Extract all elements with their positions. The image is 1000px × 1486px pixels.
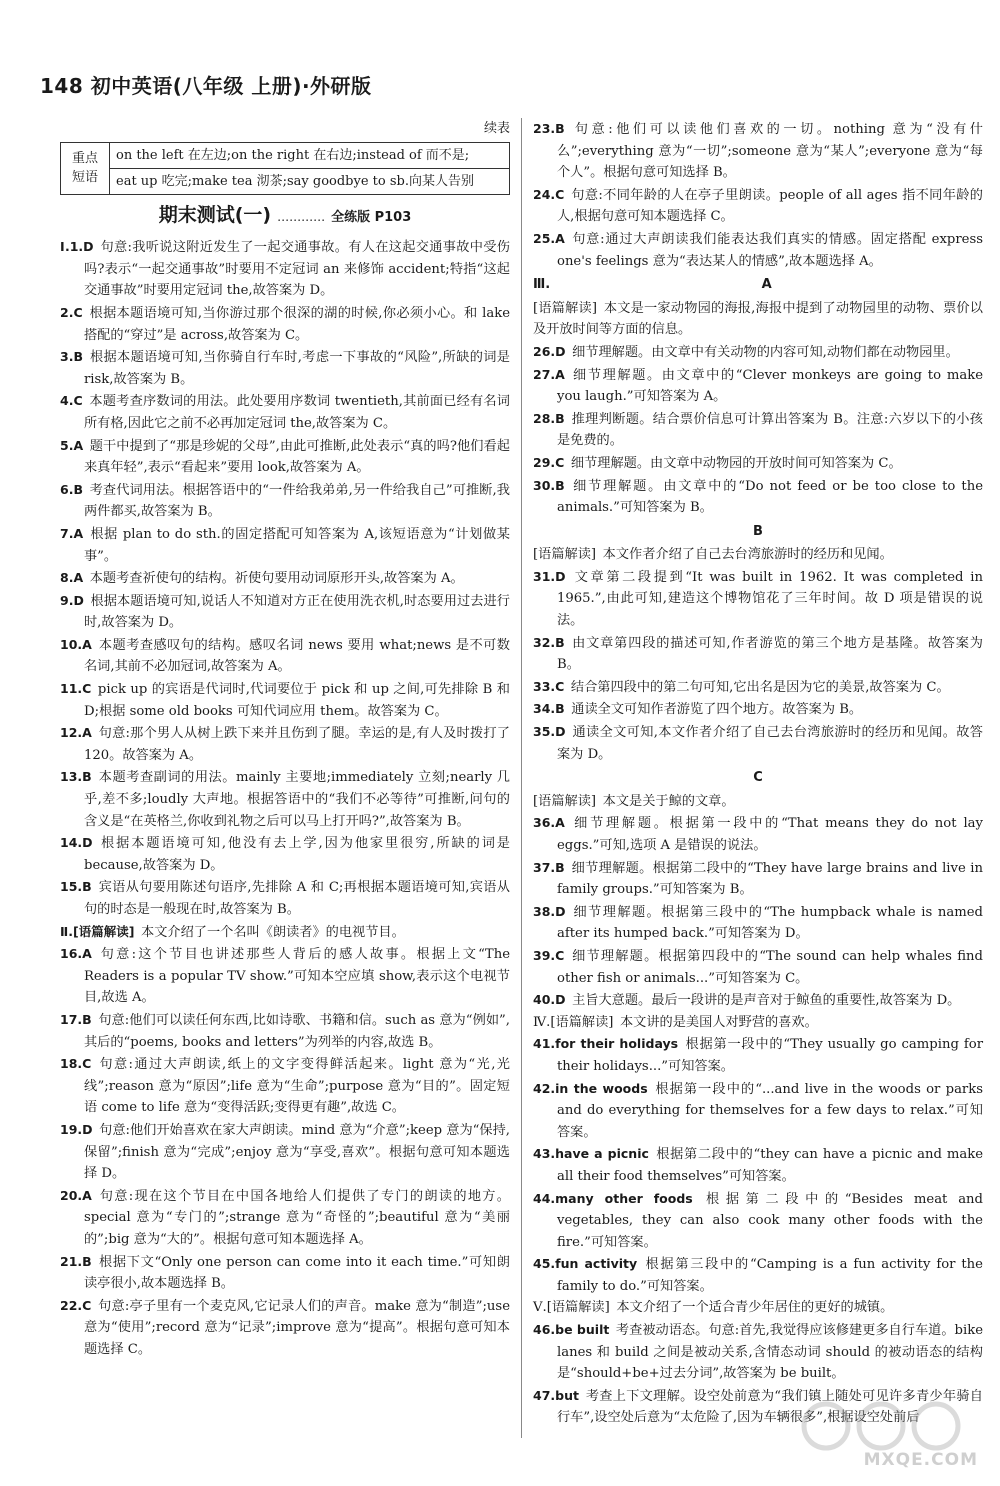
left-column bbox=[60, 118, 510, 1360]
passage-summary bbox=[533, 791, 983, 813]
answer-number: 23.B bbox=[533, 121, 565, 136]
passage-text: 本文讲的是美国人对野营的喜欢。 bbox=[620, 1014, 818, 1030]
test-title bbox=[60, 205, 510, 229]
answer-item bbox=[60, 567, 510, 590]
watermark-logo bbox=[786, 1386, 986, 1476]
key-phrases-row: on the left 在左边;on the right 在右边;instead of 而不是; bbox=[110, 142, 510, 168]
answer-item bbox=[533, 1188, 983, 1254]
passage-label: [语篇解读] bbox=[533, 793, 597, 809]
answer-number: 28.B bbox=[533, 410, 565, 426]
answer-item bbox=[533, 989, 983, 1012]
answer-number: 6.B bbox=[60, 481, 83, 497]
answer-number: 19.D bbox=[60, 1121, 93, 1137]
answer-explanation: 题干中提到了“那是珍妮的父母”,由此可推断,此处表示“真的吗?他们看起来真年轻”,表示“看起来”要用 look,故答案为 A。 bbox=[84, 438, 510, 476]
answer-explanation: 根据本题语境可知,当你游过那个很深的湖的时候,你必须小心。和 lake 搭配的“穿过”是 across,故答案为 C。 bbox=[84, 305, 510, 343]
answer-item bbox=[60, 722, 510, 766]
answer-explanation: 句意:他们开始喜欢在家大声朗读。mind 意为“介意”;keep 意为“保持,保留”;finish 意为“完成”;enjoy 意为“享受,喜欢”。根据句意可知本题选择 D。 bbox=[84, 1122, 510, 1182]
answer-explanation: 根据 plan to do sth.的固定搭配可知答案为 A,该短语意为“计划做某事”。 bbox=[84, 526, 510, 564]
answer-item bbox=[60, 634, 510, 678]
answer-number: 9.D bbox=[60, 592, 84, 608]
answer-number: 44.many other foods bbox=[533, 1190, 693, 1206]
answer-number: 36.A bbox=[533, 815, 565, 831]
test-reference: 全练版 P103 bbox=[331, 209, 412, 225]
answer-explanation: 根据第一段中的“They usually go camping for their holidays...”可知答案。 bbox=[557, 1037, 983, 1074]
answer-explanation: 本题考查序数词的用法。此处要用序数词 twentieth,其前面已经有名词所有格,因此它之前不必再加定冠词 the,故答案为 C。 bbox=[84, 394, 510, 431]
section-heading bbox=[533, 274, 983, 296]
passage-text: 本文是关于鲸的文章。 bbox=[602, 793, 735, 809]
answer-explanation: 根据下文“Only one person can come into it each time.”可知朗读亭很小,故本题选择 B。 bbox=[84, 1254, 510, 1292]
test-title-dots: ………… bbox=[277, 209, 326, 224]
answer-number: 17.B bbox=[60, 1011, 92, 1027]
answer-explanation: 主旨大意题。最后一段讲的是声音对于鲸鱼的重要性,故答案为 D。 bbox=[572, 993, 961, 1009]
answer-number: 2.C bbox=[60, 304, 83, 320]
answer-item bbox=[533, 1253, 983, 1297]
answer-item bbox=[533, 1078, 983, 1144]
answer-explanation: 细节理解题。根据第二段中的“They have large brains and live in family groups.”可知答案为 B。 bbox=[557, 860, 983, 898]
answer-explanation: 通读全文可知,本文作者介绍了自己去台湾旅游时的经历和见闻。故答案为 D。 bbox=[557, 725, 983, 762]
answer-item bbox=[60, 1295, 510, 1361]
passage-text: 本文作者介绍了自己去台湾旅游时的经历和见闻。 bbox=[602, 547, 893, 563]
answer-number: 37.B bbox=[533, 859, 565, 875]
section-number: Ⅲ. bbox=[533, 277, 551, 293]
answer-item bbox=[533, 341, 983, 364]
answer-item bbox=[60, 1009, 510, 1053]
answer-item bbox=[533, 452, 983, 475]
answer-item bbox=[533, 812, 983, 856]
answer-explanation: 根据第二段中的“Besides meat and vegetables, they can also cook many other foods with the fire.”可知答案。 bbox=[557, 1191, 983, 1250]
answer-number: 30.B bbox=[533, 477, 565, 493]
section-letter: A bbox=[761, 277, 772, 293]
answer-explanation: 句意:这个节目也讲述那些人背后的感人故事。根据上文“The Readers is a popular TV show.”可知本空应填 show,表示这个电视节目,故选 A。 bbox=[84, 947, 510, 1006]
answer-number: 12.A bbox=[60, 725, 92, 741]
passage-label: [语篇解读] bbox=[533, 547, 597, 563]
answer-number: 22.C bbox=[60, 1297, 92, 1313]
answer-explanation: 细节理解题。根据第三段中的“The humpback whale is named after its humped back.”可知答案为 D。 bbox=[557, 904, 983, 942]
passage-text: 本文介绍了一个适合青少年居住的更好的城镇。 bbox=[616, 1300, 894, 1316]
answer-number: 42.in the woods bbox=[533, 1080, 648, 1096]
answer-number: 20.A bbox=[60, 1187, 92, 1203]
answer-item bbox=[533, 676, 983, 699]
answer-number: 21.B bbox=[60, 1253, 92, 1269]
answer-number: 7.A bbox=[60, 525, 84, 541]
answer-item bbox=[533, 364, 983, 408]
answer-explanation: 句意:不同年龄的人在亭子里朗读。people of all ages 指不同年龄的人,根据句意可知本题选择 C。 bbox=[557, 187, 983, 225]
answer-item bbox=[60, 590, 510, 634]
answer-number: 43.have a picnic bbox=[533, 1146, 649, 1162]
answer-number: 25.A bbox=[533, 230, 565, 246]
answer-number: 41.for their holidays bbox=[533, 1036, 679, 1052]
answer-number: 38.D bbox=[533, 903, 566, 919]
answer-explanation: 考查上下文理解。设空处前意为“我们镇上随处可见许多青少年骑自行车”,设空处后意为“太危险了,因为车辆很多”,根据设空处前后 bbox=[557, 1388, 983, 1426]
answer-explanation: 句意:那个男人从树上跌下来并且伤到了腿。幸运的是,有人及时拨打了 120。故答案为 A。 bbox=[84, 726, 510, 763]
page-header: 148 初中英语(八年级 上册)·外研版 bbox=[40, 74, 372, 98]
passage-label: Ⅳ.[语篇解读] bbox=[533, 1014, 614, 1030]
answer-number: 5.A bbox=[60, 437, 84, 453]
right-answer-list bbox=[533, 118, 983, 1429]
answer-item bbox=[533, 475, 983, 519]
section-heading bbox=[533, 521, 983, 543]
passage-summary bbox=[533, 1012, 983, 1034]
answer-number: 15.B bbox=[60, 879, 92, 895]
right-column bbox=[533, 118, 983, 1429]
answer-explanation: 句意:亭子里有一个麦克风,它记录人们的声音。make 意为“制造”;use 意为“使用”;record 意为“记录”;improve 意为“提高”。根据句意可知本题选择 C。 bbox=[84, 1298, 510, 1357]
answer-explanation: 句意:通过大声朗读我们能表达我们真实的情感。固定搭配 express one's feelings 意为“表达某人的情感”,故本题选择 A。 bbox=[557, 231, 983, 269]
left-answer-list bbox=[60, 236, 510, 1360]
answer-number: Ⅱ.[语篇解读] bbox=[60, 923, 135, 939]
answer-explanation: 根据第二段中的“they can have a picnic and make all their food themselves”可知答案。 bbox=[557, 1147, 983, 1184]
passage-summary bbox=[533, 1297, 983, 1319]
answer-number: 33.C bbox=[533, 678, 565, 694]
answer-number: 8.A bbox=[60, 570, 84, 586]
answer-item bbox=[533, 632, 983, 676]
answer-item bbox=[533, 184, 983, 228]
answer-number: 34.B bbox=[533, 701, 565, 717]
answer-item bbox=[60, 678, 510, 722]
passage-label: Ⅴ.[语篇解读] bbox=[533, 1300, 610, 1316]
key-phrases-row: eat up 吃完;make tea 沏茶;say goodbye to sb.向某人告别 bbox=[110, 168, 510, 194]
answer-number: 11.C bbox=[60, 681, 92, 697]
answer-item bbox=[533, 721, 983, 765]
answer-item bbox=[60, 346, 510, 390]
answer-item bbox=[533, 566, 983, 632]
answer-explanation: 句意:通过大声朗读,纸上的文字变得鲜活起来。light 意为“光,光线”;reason 意为“原因”;life 意为“生命”;purpose 意为“目的”。固定短语 come to life 意为“变得活跃;变得更有趣”,故选 C。 bbox=[84, 1057, 510, 1116]
passage-summary bbox=[533, 298, 983, 341]
answer-number: 16.A bbox=[60, 946, 92, 962]
answer-explanation: 细节理解题。根据第四段中的“The sound can help whales find other fish or animals...”可知答案为 C。 bbox=[557, 948, 983, 986]
answer-explanation: 宾语从句要用陈述句语序,先排除 A 和 C;再根据本题语境可知,宾语从句的时态是一般现在时,故答案为 B。 bbox=[84, 880, 510, 917]
answer-explanation: 细节理解题。由文章中的“Do not feed or be too close to the animals.”可知答案为 B。 bbox=[557, 478, 983, 516]
answer-number: 40.D bbox=[533, 992, 566, 1008]
continued-label: 续表 bbox=[483, 121, 510, 136]
answer-item bbox=[60, 390, 510, 434]
answer-number: 24.C bbox=[533, 186, 565, 202]
answer-explanation: 根据第三段中的“Camping is a fun activity for the family to do.”可知答案。 bbox=[557, 1257, 983, 1294]
answer-item bbox=[60, 435, 510, 479]
answer-item bbox=[533, 857, 983, 901]
answer-item bbox=[533, 945, 983, 989]
answer-item bbox=[533, 118, 983, 184]
answer-item bbox=[60, 236, 510, 302]
answer-explanation: 细节理解题。由文章中的“Clever monkeys are going to make you laugh.”可知答案为 A。 bbox=[557, 367, 983, 405]
answer-item bbox=[60, 1185, 510, 1251]
answer-explanation: 考查代词用法。根据答语中的“一件给我弟弟,另一件给我自己”可推断,我两件都买,故答案为 B。 bbox=[84, 482, 510, 520]
answer-number: 29.C bbox=[533, 454, 565, 470]
section-heading bbox=[533, 767, 983, 789]
answer-number: 4.C bbox=[60, 393, 83, 409]
answer-explanation: pick up 的宾语是代词时,代词要位于 pick 和 up 之间,可先排除 B 和 D;根据 some old books 可知代词应用 them。故答案为 C。 bbox=[84, 682, 510, 719]
answer-number: 35.D bbox=[533, 724, 566, 740]
answer-number: 14.D bbox=[60, 835, 93, 851]
answer-item bbox=[60, 523, 510, 567]
answer-item bbox=[533, 1143, 983, 1187]
passage-text: 本文是一家动物园的海报,海报中提到了动物园里的动物、票价以及开放时间等方面的信息。 bbox=[533, 300, 983, 338]
answer-item bbox=[60, 766, 510, 832]
answer-number: 3.B bbox=[60, 349, 83, 365]
answer-number: 31.D bbox=[533, 568, 566, 584]
answer-item bbox=[60, 921, 510, 944]
answer-explanation: 考查被动语态。句意:首先,我觉得应该修建更多自行车道。bike lanes 和 build 之间是被动关系,含情态动词 should 的被动语态的结构是“should+be+过去分词”,故答案为 be built。 bbox=[557, 1323, 983, 1382]
answer-explanation: 根据本题语境可知,他没有去上学,因为他家里很穷,所缺的词是 because,故答案为 D。 bbox=[84, 836, 510, 873]
answer-number: 39.C bbox=[533, 947, 565, 963]
answer-explanation: 句意:他们可以读他们喜欢的一切。nothing 意为“没有什么”;everything 意为“一切”;someone 意为“某人”;everyone 意为“每个人”。根据句意可知选择 B。 bbox=[557, 122, 983, 181]
answer-item bbox=[533, 1319, 983, 1385]
answer-item bbox=[533, 228, 983, 272]
column-divider bbox=[521, 118, 522, 1438]
answer-explanation: 本题考查感叹句的结构。感叹名词 news 要用 what;news 是不可数名词,其前不必加冠词,故答案为 A。 bbox=[84, 637, 510, 675]
answer-explanation: 细节理解题。由文章中动物园的开放时间可知答案为 C。 bbox=[570, 455, 902, 471]
answer-explanation: 句意:他们可以读任何东西,比如诗歌、书籍和信。such as 意为“例如”,其后的“poems, books and letters”为列举的内容,故选 B。 bbox=[84, 1012, 510, 1050]
answer-explanation: 根据本题语境可知,当你骑自行车时,考虑一下事故的“风险”,所缺的词是 risk,故答案为 B。 bbox=[84, 350, 510, 387]
test-title-text: 期末测试(一) bbox=[158, 203, 272, 226]
answer-explanation: 本题考查副词的用法。mainly 主要地;immediately 立刻;nearly 几乎,差不多;loudly 大声地。根据答语中的“我们不必等待”可推断,问句的含义是“在英格兰,你收到礼物之后可以马上打开吗?”,故答案为 B。 bbox=[84, 770, 510, 829]
answer-item bbox=[533, 408, 983, 452]
answer-item bbox=[60, 876, 510, 920]
answer-explanation: 根据本题语境可知,说话人不知道对方正在使用洗衣机,时态要用过去进行时,故答案为 D。 bbox=[84, 593, 510, 631]
answer-item bbox=[60, 1251, 510, 1295]
section-letter: B bbox=[753, 523, 763, 539]
answer-explanation: 句意:我听说这附近发生了一起交通事故。有人在这起交通事故中受伤吗?表示“一起交通事故”时要用不定冠词 an 来修饰 accident;特指“这起交通事故”时要用定冠词 the,故答案为 D。 bbox=[84, 240, 510, 299]
answer-number: 26.D bbox=[533, 343, 566, 359]
answer-number: 18.C bbox=[60, 1056, 92, 1072]
answer-number: 27.A bbox=[533, 366, 565, 382]
answer-explanation: 文章第二段提到“It was built in 1962. It was completed in 1965.”,由此可知,建造这个博物馆花了三年时间。故 D 项是错误的说法。 bbox=[557, 569, 983, 629]
answer-number: 32.B bbox=[533, 634, 565, 650]
answer-item bbox=[60, 1119, 510, 1185]
answer-explanation: 本文介绍了一个名叫《朗读者》的电视节目。 bbox=[141, 924, 405, 940]
answer-item bbox=[533, 698, 983, 721]
watermark-text: MXQE.COM bbox=[863, 1450, 978, 1470]
answer-explanation: 根据第一段中的“...and live in the woods or parks and do everything for themselves for a few days to relax.”可知答案。 bbox=[557, 1081, 983, 1140]
answer-item bbox=[60, 832, 510, 876]
key-phrases-table bbox=[60, 142, 510, 195]
answer-explanation: 由文章第四段的描述可知,作者游览的第三个地方是基隆。故答案为 B。 bbox=[557, 635, 983, 673]
answer-number: 13.B bbox=[60, 769, 92, 785]
answer-item bbox=[60, 1053, 510, 1119]
answer-explanation: 细节理解题。由文章中有关动物的内容可知,动物们都在动物园里。 bbox=[572, 344, 959, 360]
answer-number: 10.A bbox=[60, 636, 92, 652]
passage-label: [语篇解读] bbox=[533, 300, 598, 316]
answer-explanation: 细节理解题。根据第一段中的“That means they do not lay eggs.”可知,选项 A 是错误的说法。 bbox=[557, 816, 983, 853]
answer-number: 46.be built bbox=[533, 1322, 610, 1338]
answer-item bbox=[533, 901, 983, 945]
answer-item bbox=[533, 1033, 983, 1077]
answer-explanation: 推理判断题。结合票价信息可计算出答案为 B。注意:六岁以下的小孩是免费的。 bbox=[557, 411, 983, 449]
answer-explanation: 句意:现在这个节目在中国各地给人们提供了专门的朗读的地方。special 意为“专门的”;strange 意为“奇怪的”;beautiful 意为“美丽的”;big 意为“大的”。根据句意可知本题选择 A。 bbox=[84, 1188, 510, 1247]
key-phrases-label: 重点短语 bbox=[61, 142, 110, 194]
answer-item bbox=[60, 479, 510, 523]
answer-item bbox=[60, 302, 510, 346]
answer-explanation: 通读全文可知作者游览了四个地方。故答案为 B。 bbox=[571, 702, 863, 718]
answer-explanation: 本题考查祈使句的结构。祈使句要用动词原形开头,故答案为 A。 bbox=[89, 571, 464, 587]
answer-number: Ⅰ.1.D bbox=[60, 239, 94, 255]
answer-number: 45.fun activity bbox=[533, 1256, 638, 1272]
section-letter: C bbox=[753, 770, 763, 786]
answer-item bbox=[60, 943, 510, 1009]
answer-explanation: 结合第四段中的第二句可知,它出名是因为它的美景,故答案为 C。 bbox=[570, 679, 950, 695]
answer-number: 47.but bbox=[533, 1387, 579, 1403]
passage-summary bbox=[533, 544, 983, 566]
